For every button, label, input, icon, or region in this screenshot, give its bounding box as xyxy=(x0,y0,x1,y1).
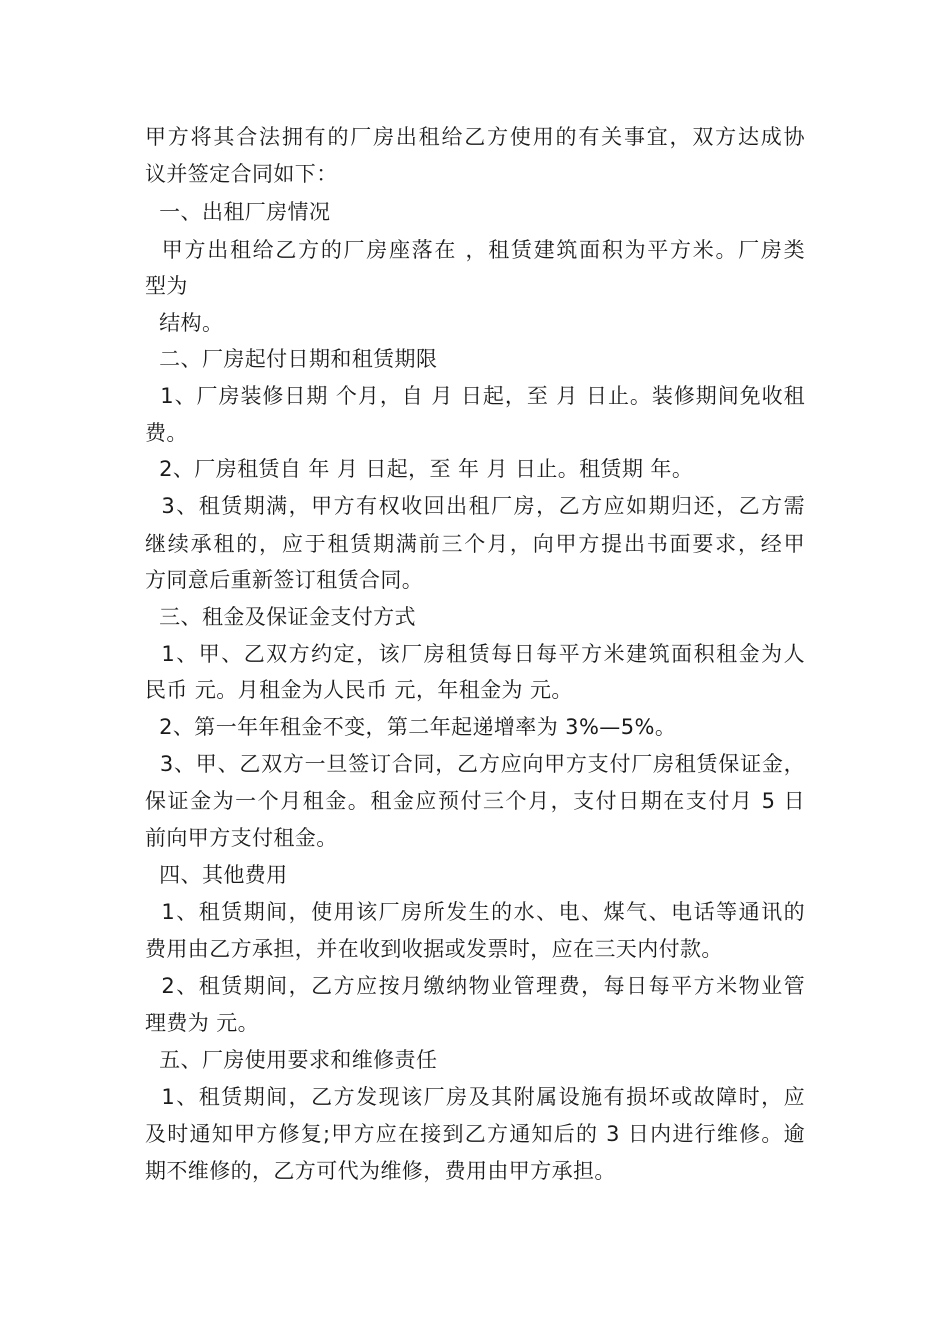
text-line: 理费为 元。 xyxy=(145,1011,260,1035)
text-line: 2、厂房租赁自 年 月 日起，至 年 月 日止。租赁期 年。 xyxy=(145,457,694,481)
text-line: 甲方将其合法拥有的厂房出租给乙方使用的有关事宜，双方达成协 xyxy=(145,125,805,149)
text-line: 2、第一年年租金不变，第二年起递增率为 3%—5%。 xyxy=(145,715,677,739)
section-heading: 三、租金及保证金支付方式 xyxy=(145,605,416,629)
text-line: 民币 元。月租金为人民币 元，年租金为 元。 xyxy=(145,678,573,702)
text-line: 方同意后重新签订租赁合同。 xyxy=(145,568,424,592)
text-line: 继续承租的，应于租赁期满前三个月，向甲方提出书面要求，经甲 xyxy=(145,532,805,556)
text-line: 2、租赁期间，乙方应按月缴纳物业管理费，每日每平方米物业管 xyxy=(145,974,805,998)
section-heading: 一、出租厂房情况 xyxy=(145,200,331,224)
text-line: 期不维修的，乙方可代为维修，费用由甲方承担。 xyxy=(145,1159,616,1183)
text-line: 1、租赁期间，乙方发现该厂房及其附属设施有损坏或故障时，应 xyxy=(145,1085,805,1109)
text-line: 型为 xyxy=(145,274,188,298)
text-line: 1、厂房装修日期 个月，自 月 日起，至 月 日止。装修期间免收租 xyxy=(145,384,805,408)
text-line: 1、甲、乙双方约定，该厂房租赁每日每平方米建筑面积租金为人 xyxy=(145,642,805,666)
text-line: 甲方出租给乙方的厂房座落在 ，租赁建筑面积为平方米。厂房类 xyxy=(145,238,805,262)
text-line: 结构。 xyxy=(145,311,224,335)
text-line: 议并签定合同如下： xyxy=(145,162,338,186)
text-line: 3、甲、乙双方一旦签订合同，乙方应向甲方支付厂房租赁保证金， xyxy=(145,752,806,776)
section-heading: 五、厂房使用要求和维修责任 xyxy=(145,1048,438,1072)
text-line: 前向甲方支付租金。 xyxy=(145,826,338,850)
text-line: 3、租赁期满，甲方有权收回出租厂房，乙方应如期归还，乙方需 xyxy=(145,494,805,518)
text-line: 及时通知甲方修复;甲方应在接到乙方通知后的 3 日内进行维修。逾 xyxy=(145,1122,805,1146)
section-heading: 四、其他费用 xyxy=(145,863,288,887)
text-line: 费。 xyxy=(145,421,188,445)
text-line: 费用由乙方承担，并在收到收据或发票时，应在三天内付款。 xyxy=(145,937,723,961)
section-heading: 二、厂房起付日期和租赁期限 xyxy=(145,347,438,371)
text-line: 保证金为一个月租金。租金应预付三个月，支付日期在支付月 5 日 xyxy=(145,789,805,813)
text-line: 1、租赁期间，使用该厂房所发生的水、电、煤气、电话等通讯的 xyxy=(145,900,805,924)
